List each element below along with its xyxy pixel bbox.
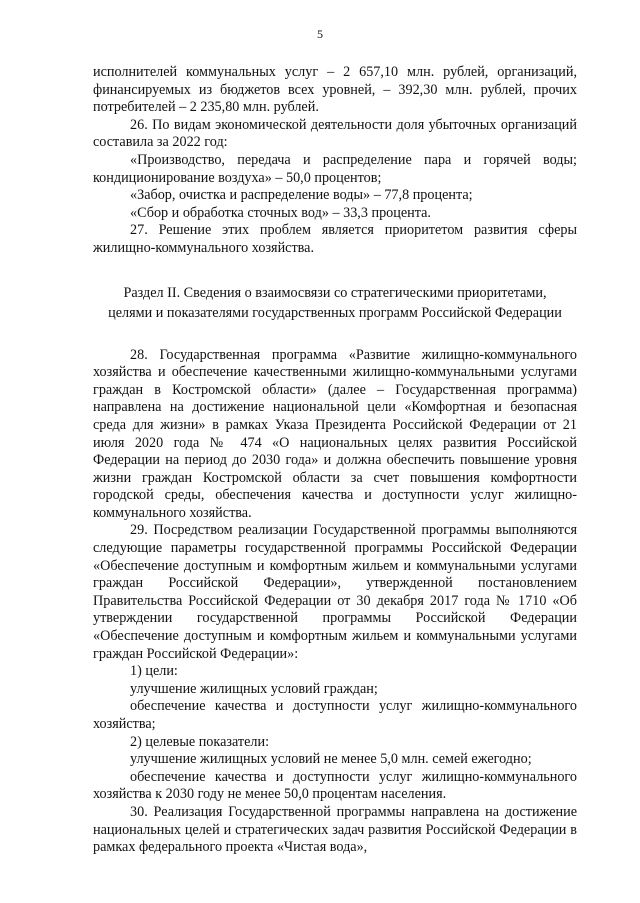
paragraph: улучшение жилищных условий граждан; [130,680,378,697]
paragraph: «Производство, передача и распределение пара и горячей воды; кондиционирование воздуха» – 50,0 процентов; [93,151,577,186]
paragraph: 26. По видам экономической деятельности доля убыточных организаций составила за 2022 год: [93,116,577,151]
paragraph: 2) целевые показатели: [130,733,270,750]
section-heading-line-1: Раздел II. Сведения о взаимосвязи со стратегическими приоритетами, [123,284,547,301]
paragraph: 1) цели: [130,663,178,680]
paragraph: 27. Решение этих проблем является приоритетом развития сферы жилищно-коммунального хозяйства. [93,222,577,256]
page-number: 5 [317,27,323,41]
paragraph: «Сбор и обработка сточных вод» – 33,3 процента. [130,204,431,221]
paragraph: «Забор, очистка и распределение воды» – 77,8 процента; [130,187,473,204]
paragraph: обеспечение качества и доступности услуг жилищно-коммунального хозяйства; [93,698,577,732]
section-heading-line-2: целями и показателями государственных программ Российской Федерации [108,304,562,321]
paragraphs-after-section [93,347,577,857]
paragraph: улучшение жилищных условий не менее 5,0 млн. семей ежегодно; [130,751,532,768]
paragraph: 28. Государственная программа «Развитие жилищно-коммунального хозяйства и обеспечение качественными жилищно-коммунальными услугами граждан в Костромской области» (далее – Государственная программа) направлена на достижение национальной цели «Комфортная и безопасная среда для жизни» в рамках Указа Президента Российской Федерации от 21 июля 2020 года № 474 «О национальных целях развития Российской Федерации на период до 2030 года» и должна обеспечить повышение уровня жизни граждан Костромской области за счет повышения комфортности городской среды, обеспечения качества и доступности услуг жилищно-коммунального хозяйства. [93,346,577,521]
paragraph: обеспечение качества и доступности услуг жилищно-коммунального хозяйства к 2030 году не менее 50,0 процентам населения. [93,768,577,803]
paragraph: 29. Посредством реализации Государственной программы выполняются следующие параметры государственной программы Российской Федерации «Обеспечение доступным и комфортным жильем и коммунальными услугами граждан Российской Федерации», утвержденной постановлением Правительства Российской Федерации от 30 декабря 2017 года № 1710 «Об утверждении государственной программы Российской Федерации «Обеспечение доступным и комфортным жильем и коммунальными услугами граждан Российской Федерации»: [93,522,577,662]
paragraph: исполнителей коммунальных услуг – 2 657,10 млн. рублей, организаций, финансируемых из бюджетов всех уровней, – 392,30 млн. рублей, прочих потребителей – 2 235,80 млн. рублей. [93,64,577,116]
document-body [93,64,577,857]
paragraph: 30. Реализация Государственной программы направлена на достижение национальных целей и стратегических задач развития Российской Федерации в рамках федерального проекта «Чистая вода», [93,803,577,856]
paragraphs-before-section [93,64,577,258]
